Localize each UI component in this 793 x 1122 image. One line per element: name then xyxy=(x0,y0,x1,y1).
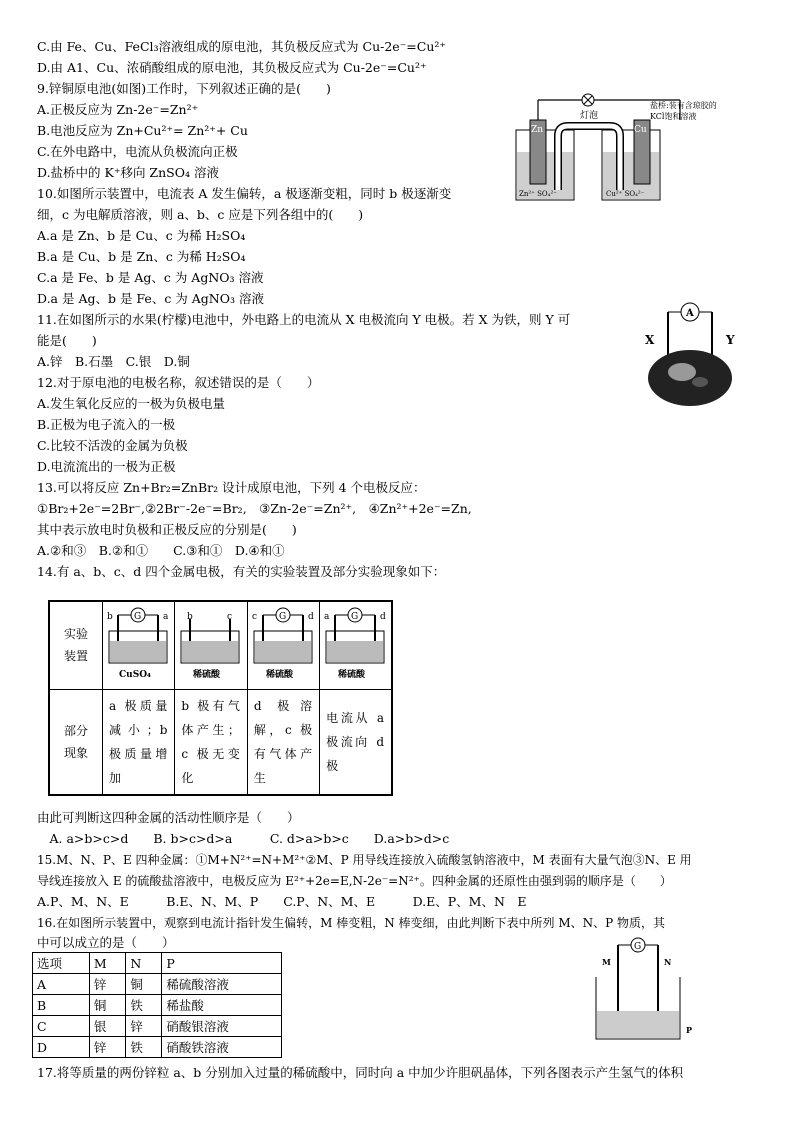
y-electrode-label: Y xyxy=(726,333,735,347)
p-solution-label: P xyxy=(686,1025,693,1035)
bulb-label: 灯泡 xyxy=(580,111,599,121)
x-electrode-label: X xyxy=(645,333,655,347)
setup-cell xyxy=(103,601,175,689)
text-line: A.a 是 Zn、b 是 Cu、c 为稀 H₂SO₄ xyxy=(37,228,246,243)
lemon-battery-figure xyxy=(640,300,750,410)
phenomenon-cell: b 极有气体产生；c 极无变化 xyxy=(175,689,247,795)
setup-diagram xyxy=(248,605,318,683)
text-line: C.a 是 Fe、b 是 Ag、c 为 AgNO₃ 溶液 xyxy=(37,270,264,285)
m-electrode-label: M xyxy=(602,957,611,967)
setup-cell xyxy=(320,601,392,689)
phenomenon-cell: a 极质量减小；b 极质量增加 xyxy=(103,689,175,795)
text-line: A. a>b>c>d B. b>c>d>a C. d>a>b>c D.a>b>d>c xyxy=(37,831,450,846)
svg-text:d: d xyxy=(380,611,386,622)
q16-cell-figure xyxy=(590,935,710,1045)
svg-text:c: c xyxy=(227,611,233,622)
table-row: B 铜 铁 稀盐酸 xyxy=(33,995,282,1016)
svg-text:b: b xyxy=(107,611,113,622)
phenomenon-cell: d 极溶解，c 极有气体产生 xyxy=(247,689,319,795)
text-line: A.锌 B.石墨 C.银 D.铜 xyxy=(37,354,190,369)
text-line: 能是( ) xyxy=(37,333,97,348)
salt-bridge-note: 盐桥:装有含琼胶的 xyxy=(650,101,717,110)
text-line: D.由 A1、Cu、浓硝酸组成的原电池，其负极反应式为 Cu-2e⁻=Cu²⁺ xyxy=(37,60,427,75)
text-line: D.盐桥中的 K⁺移向 ZnSO₄ 溶液 xyxy=(37,165,219,180)
text-line: A.正极反应为 Zn-2e⁻=Zn²⁺ xyxy=(37,102,199,117)
text-line: A.发生氧化反应的一极为负极电量 xyxy=(37,396,226,411)
svg-text:稀硫酸: 稀硫酸 xyxy=(338,669,366,680)
text-line: 9.锌铜原电池(如图)工作时，下列叙述正确的是( ) xyxy=(37,81,331,96)
text-line: 由此可判断这四种金属的活动性顺序是（ ） xyxy=(37,810,300,825)
text-line: D.a 是 Ag、b 是 Fe、c 为 AgNO₃ 溶液 xyxy=(37,291,264,306)
text-line: 13.可以将反应 Zn+Br₂=ZnBr₂ 设计成原电池，下列 4 个电极反应： xyxy=(37,480,426,495)
right-solution-label: Cu²⁺ SO₄²⁻ xyxy=(606,190,645,198)
setup-diagram xyxy=(175,605,245,683)
text-line: 细，c 为电解质溶液，则 a、b、c 应是下列各组中的( ) xyxy=(37,207,364,222)
text-line: 其中表示放电时负极和正极反应的分别是( ) xyxy=(37,522,297,537)
svg-text:G: G xyxy=(134,611,142,622)
cu-electrode-label: Cu xyxy=(634,125,647,135)
svg-text:a: a xyxy=(324,611,330,622)
text-line: 17.将等质量的两份锌粒 a、b 分别加入过量的稀硫酸中，同时向 a 中加少许胆矾晶体，下列各图表示产生氢气的体积 xyxy=(37,1065,684,1080)
svg-text:CuSO₄: CuSO₄ xyxy=(119,669,151,680)
phenomenon-cell: 电流从 a 极流向 d 极 xyxy=(320,689,392,795)
svg-text:b: b xyxy=(187,611,194,622)
text-line: B.电池反应为 Zn+Cu²⁺= Zn²⁺+ Cu xyxy=(37,123,248,138)
table-header: 实验 装置 xyxy=(49,601,103,689)
text-line: 中可以成立的是（ ） xyxy=(37,935,175,950)
text-line: C.比较不活泼的金属为负极 xyxy=(37,438,188,453)
svg-text:稀硫酸: 稀硫酸 xyxy=(265,669,293,680)
svg-text:c: c xyxy=(251,611,257,622)
table-header-row: 选项 M N P xyxy=(33,953,282,974)
svg-text:G: G xyxy=(351,611,359,622)
text-line: D.电流流出的一极为正极 xyxy=(37,459,176,474)
svg-text:稀硫酸: 稀硫酸 xyxy=(193,669,221,680)
left-solution-label: Zn²⁺ SO₄²⁻ xyxy=(519,190,557,198)
text-line: 15.M、N、P、E 四种金属：①M+N²⁺=N+M²⁺②M、P 用导线连接放入硫酸氢钠溶液中，M 表面有大量气泡③N、E 用 xyxy=(37,853,692,867)
svg-text:a: a xyxy=(163,611,169,622)
text-line: A.P、M、N、E B.E、N、M、P C.P、N、M、E D.E、P、M、N E xyxy=(37,894,527,909)
setup-cell xyxy=(175,601,247,689)
ammeter-label: A xyxy=(686,308,694,319)
text-line: ①Br₂+2e⁻=2Br⁻,②2Br⁻-2e⁻=Br₂, ③Zn-2e⁻=Zn²⁺, ④Zn²⁺+2e⁻=Zn, xyxy=(37,501,472,516)
text-line: 14.有 a、b、c、d 四个金属电极，有关的实验装置及部分实验现象如下： xyxy=(37,564,446,579)
q14-experiment-table xyxy=(48,600,393,796)
salt-bridge-note: KCl饱和溶液 xyxy=(650,112,697,121)
text-line: 11.在如图所示的水果(柠檬)电池中，外电路上的电流从 X 电极流向 Y 电极。若 X 为铁，则 Y 可 xyxy=(37,312,571,327)
text-line: 导线连接放入 E 的硫酸盐溶液中，电极反应为 E²⁺+2e=E,N-2e⁻=N²⁺。四种金属的还原性由强到弱的顺序是（ ） xyxy=(37,874,672,888)
text-line: 16.在如图所示装置中，观察到电流计指针发生偏转，M 棒变粗，N 棒变细，由此判断下表中所列 M、N、P 物质，其 xyxy=(37,916,665,930)
text-line: C.由 Fe、Cu、FeCl₃溶液组成的原电池，其负极反应式为 Cu-2e⁻=Cu²⁺ xyxy=(37,39,446,54)
zn-electrode-label: Zn xyxy=(531,125,544,135)
text-line: C.在外电路中，电流从负极流向正极 xyxy=(37,144,238,159)
setup-diagram xyxy=(320,605,390,683)
text-line: 10.如图所示装置中，电流表 A 发生偏转，a 极逐渐变粗，同时 b 极逐渐变 xyxy=(37,186,452,201)
table-row: A 锌 铜 稀硫酸溶液 xyxy=(33,974,282,995)
n-electrode-label: N xyxy=(664,957,672,967)
text-line: B.正极为电子流入的一极 xyxy=(37,417,176,432)
setup-diagram xyxy=(103,605,173,683)
text-line: 12.对于原电池的电极名称，叙述错误的是（ ） xyxy=(37,375,320,390)
svg-text:d: d xyxy=(307,611,314,622)
text-line: A.②和③ B.②和① C.③和① D.④和① xyxy=(37,543,285,558)
galvanic-cell-figure xyxy=(510,90,740,205)
q16-options-table xyxy=(32,952,282,1058)
svg-text:G: G xyxy=(278,611,287,622)
galvanometer-label: G xyxy=(634,942,642,952)
table-header: 部分 现象 xyxy=(49,689,103,795)
table-row: D 锌 铁 硝酸铁溶液 xyxy=(33,1037,282,1058)
text-line: B.a 是 Cu、b 是 Zn、c 为稀 H₂SO₄ xyxy=(37,249,246,264)
table-row: C 银 锌 硝酸银溶液 xyxy=(33,1016,282,1037)
setup-cell xyxy=(247,601,319,689)
